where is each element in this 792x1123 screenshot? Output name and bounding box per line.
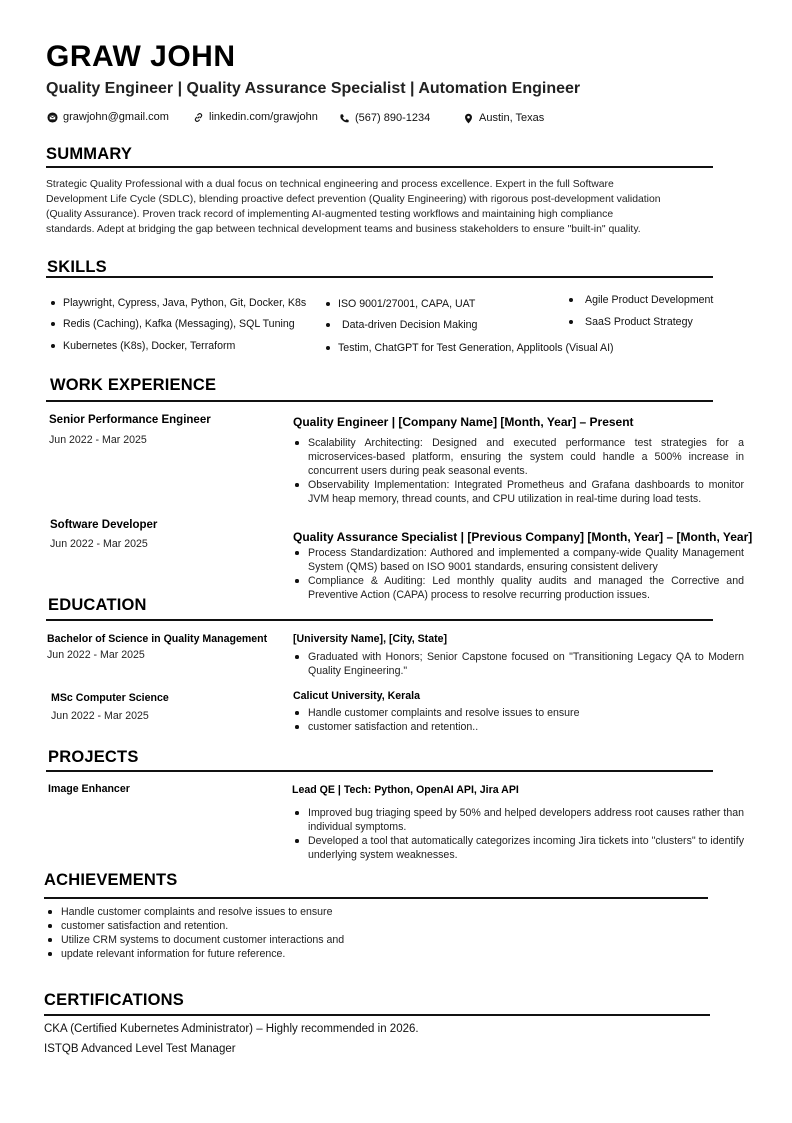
education-title: EDUCATION	[48, 596, 147, 614]
bullet-icon	[326, 323, 330, 327]
list-item: Observability Implementation: Integrated Prometheus and Grafana dashboards to monitor JVM heap memory, thread counts, and CPU utilization in real-time during load tests.	[293, 478, 744, 506]
degree-name: MSc Computer Science	[51, 692, 169, 704]
list-item: Handle customer complaints and resolve issues to ensure	[293, 706, 744, 720]
skill-item: SaaS Product Strategy	[569, 316, 693, 328]
contact-phone[interactable]	[339, 112, 430, 124]
linkedin-text: linkedin.com/grawjohn	[209, 111, 318, 123]
achievements-divider	[44, 897, 708, 899]
education-bullets	[293, 706, 744, 734]
list-item: update relevant information for future reference.	[46, 947, 546, 961]
list-item: customer satisfaction and retention..	[293, 720, 744, 734]
summary-title: SUMMARY	[46, 145, 133, 163]
degree-dates: Jun 2022 - Mar 2025	[51, 710, 149, 722]
skills-divider	[46, 276, 713, 278]
projects-title: PROJECTS	[48, 748, 139, 766]
experience-divider	[46, 400, 713, 402]
phone-text: (567) 890-1234	[355, 112, 431, 124]
degree-name: Bachelor of Science in Quality Management	[47, 633, 268, 645]
bullet-icon	[51, 301, 55, 305]
degree-dates: Jun 2022 - Mar 2025	[47, 649, 145, 661]
skill-item: Data-driven Decision Making	[326, 319, 477, 331]
achievements-title: ACHIEVEMENTS	[44, 871, 178, 889]
certifications-title: CERTIFICATIONS	[44, 991, 184, 1009]
location-text: Austin, Texas	[479, 112, 545, 124]
summary-divider	[46, 166, 713, 168]
job-bullets	[293, 546, 744, 602]
certification-item: ISTQB Advanced Level Test Manager	[44, 1043, 236, 1055]
project-bullets	[293, 806, 744, 862]
list-item: customer satisfaction and retention.	[46, 919, 546, 933]
skill-item: Testim, ChatGPT for Test Generation, Applitools (Visual AI)	[326, 342, 614, 354]
list-item: Scalability Architecting: Designed and executed performance test strategies for a microservices-based platform, ensuring the system could handle a 500% increase in concurrent users during peak seasonal events.	[293, 436, 744, 478]
education-bullets	[293, 650, 744, 678]
email-icon	[47, 112, 58, 123]
achievements-bullets	[46, 905, 546, 961]
skill-item: Playwright, Cypress, Java, Python, Git, Docker, K8s	[51, 297, 306, 309]
job-role: Senior Performance Engineer	[49, 414, 211, 426]
bullet-icon	[569, 320, 573, 324]
project-heading: Lead QE | Tech: Python, OpenAI API, Jira API	[292, 784, 519, 796]
skill-item: Agile Product Development	[569, 294, 713, 306]
bullet-icon	[51, 344, 55, 348]
contact-linkedin[interactable]	[193, 111, 318, 123]
certifications-divider	[44, 1014, 710, 1016]
skill-item: Redis (Caching), Kafka (Messaging), SQL Tuning	[51, 318, 295, 330]
list-item: Graduated with Honors; Senior Capstone focused on "Transitioning Legacy QA to Modern Quality Engineering."	[293, 650, 744, 678]
projects-divider	[46, 770, 713, 772]
experience-title: WORK EXPERIENCE	[50, 376, 217, 394]
list-item: Improved bug triaging speed by 50% and helped developers address root causes rather than individual symptoms.	[293, 806, 744, 834]
job-bullets	[293, 436, 744, 506]
location-pin-icon	[463, 113, 474, 124]
bullet-icon	[51, 322, 55, 326]
education-divider	[46, 619, 713, 621]
candidate-name: GRAW JOHN	[46, 40, 236, 73]
email-text: grawjohn@gmail.com	[63, 111, 169, 123]
project-name: Image Enhancer	[48, 783, 130, 795]
job-dates: Jun 2022 - Mar 2025	[49, 434, 147, 446]
list-item: Process Standardization: Authored and implemented a company-wide Quality Management System (QMS) based on ISO 9001 standards, ensuring consistent delivery	[293, 546, 744, 574]
bullet-icon	[326, 302, 330, 306]
job-heading: Quality Engineer | [Company Name] [Month, Year] – Present	[293, 415, 634, 429]
job-dates: Jun 2022 - Mar 2025	[50, 538, 148, 550]
contact-location	[463, 112, 544, 124]
summary-text: Strategic Quality Professional with a dual focus on technical engineering and process excellence. Expert in the full Software Development Life Cycle (SDLC), blending proactive defect prevention (Quality Engineering) with rigorous post-development validation (Quality Assurance). Proven track record of implementing AI-augmented testing workflows and maintaining high compliance standards. Adept at bridging the gap between technical development teams and business stakeholders to ensure "built-in" quality.	[46, 179, 661, 235]
link-icon	[193, 112, 204, 123]
contact-email[interactable]	[47, 111, 169, 123]
bullet-icon	[326, 346, 330, 350]
list-item: Compliance & Auditing: Led monthly quality audits and managed the Corrective and Preventive Action (CAPA) process to resolve recurring production issues.	[293, 574, 744, 602]
certification-item: CKA (Certified Kubernetes Administrator) – Highly recommended in 2026.	[44, 1023, 419, 1035]
headline: Quality Engineer | Quality Assurance Specialist | Automation Engineer	[46, 80, 581, 97]
school-name: Calicut University, Kerala	[293, 690, 420, 702]
bullet-icon	[569, 298, 573, 302]
job-role: Software Developer	[50, 519, 158, 531]
phone-icon	[339, 113, 350, 124]
list-item: Handle customer complaints and resolve issues to ensure	[46, 905, 546, 919]
skill-item: Kubernetes (K8s), Docker, Terraform	[51, 340, 235, 352]
school-name: [University Name], [City, State]	[293, 633, 448, 645]
list-item: Developed a tool that automatically categorizes incoming Jira tickets into "clusters" to identify underlying system weaknesses.	[293, 834, 744, 862]
list-item: Utilize CRM systems to document customer interactions and	[46, 933, 546, 947]
skill-item: ISO 9001/27001, CAPA, UAT	[326, 298, 475, 310]
skills-title: SKILLS	[47, 258, 107, 276]
job-heading: Quality Assurance Specialist | [Previous Company] [Month, Year] – [Month, Year]	[293, 530, 753, 544]
